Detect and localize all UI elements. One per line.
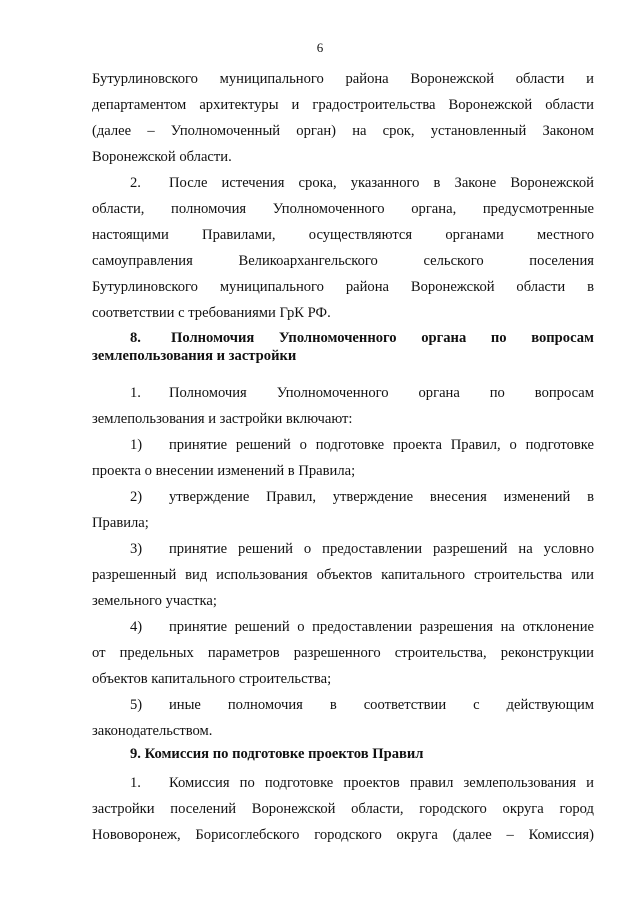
text-line: проекта о внесении изменений в Правила; <box>92 463 356 479</box>
list-item-number: 1) <box>130 437 143 453</box>
list-item-number: 2) <box>130 489 143 505</box>
text-line: соответствии с требованиями ГрК РФ. <box>92 305 331 321</box>
text-line: Воронежской области. <box>92 149 232 165</box>
section-heading-line: землепользования и застройки <box>92 348 297 364</box>
text-line: земельного участка; <box>92 593 217 609</box>
text-line: самоуправления Великоархангельского сельского поселения <box>92 253 594 269</box>
section-number: 8. <box>130 330 141 346</box>
paragraph-number: 1. <box>130 775 141 791</box>
list-item <box>130 489 594 506</box>
text-line: законодательством. <box>92 723 213 739</box>
list-item <box>130 437 594 454</box>
list-item-text: принятие решений о предоставлении разрешений на условно <box>169 541 594 557</box>
list-item <box>130 619 594 636</box>
text-line: застройки поселений Воронежской области, городского округа город <box>92 801 594 817</box>
list-item-text: утверждение Правил, утверждение внесения изменений в <box>169 489 594 505</box>
text-line: Бутурлиновского муниципального района Воронежской области и <box>92 71 594 87</box>
list-item-number: 4) <box>130 619 143 635</box>
list-item <box>130 697 594 714</box>
text-line: Нововоронеж, Борисоглебского городского округа (далее – Комиссия) <box>92 827 594 843</box>
list-item-text: принятие решений о предоставлении разрешения на отклонение <box>169 619 594 635</box>
paragraph-first-line <box>130 175 594 192</box>
page-number: 6 <box>316 40 324 55</box>
text-line: Правила; <box>92 515 149 531</box>
text-line: объектов капитального строительства; <box>92 671 332 687</box>
text-line: (далее – Уполномоченный орган) на срок, установленный Законом <box>92 123 594 139</box>
paragraph-first-line <box>130 385 594 402</box>
text-line: настоящими Правилами, осуществляются органами местного <box>92 227 594 243</box>
section-heading <box>130 330 594 347</box>
text-line: от предельных параметров разрешенного строительства, реконструкции <box>92 645 594 661</box>
list-item-text: принятие решений о подготовке проекта Правил, о подготовке <box>169 437 594 453</box>
paragraph-number: 1. <box>130 385 141 401</box>
text-line: землепользования и застройки включают: <box>92 411 353 427</box>
list-item-number: 5) <box>130 697 143 713</box>
list-item-number: 3) <box>130 541 143 557</box>
text-span: Полномочия Уполномоченного органа по вопросам <box>169 385 594 401</box>
text-span: Комиссия по подготовке проектов правил землепользования и <box>169 775 594 791</box>
text-line: разрешенный вид использования объектов капитального строительства или <box>92 567 594 583</box>
text-span: После истечения срока, указанного в Законе Воронежской <box>169 175 594 191</box>
section-title: Полномочия Уполномоченного органа по вопросам <box>171 330 594 346</box>
list-item <box>130 541 594 558</box>
text-line: Бутурлиновского муниципального района Воронежской области в <box>92 279 594 295</box>
text-line: области, полномочия Уполномоченного органа, предусмотренные <box>92 201 594 217</box>
list-item-text: иные полномочия в соответствии с действующим <box>169 697 594 713</box>
paragraph-number: 2. <box>130 175 141 191</box>
section-heading: 9. Комиссия по подготовке проектов Правил <box>130 746 424 762</box>
paragraph-first-line <box>130 775 594 792</box>
text-line: департаментом архитектуры и градостроительства Воронежской области <box>92 97 594 113</box>
